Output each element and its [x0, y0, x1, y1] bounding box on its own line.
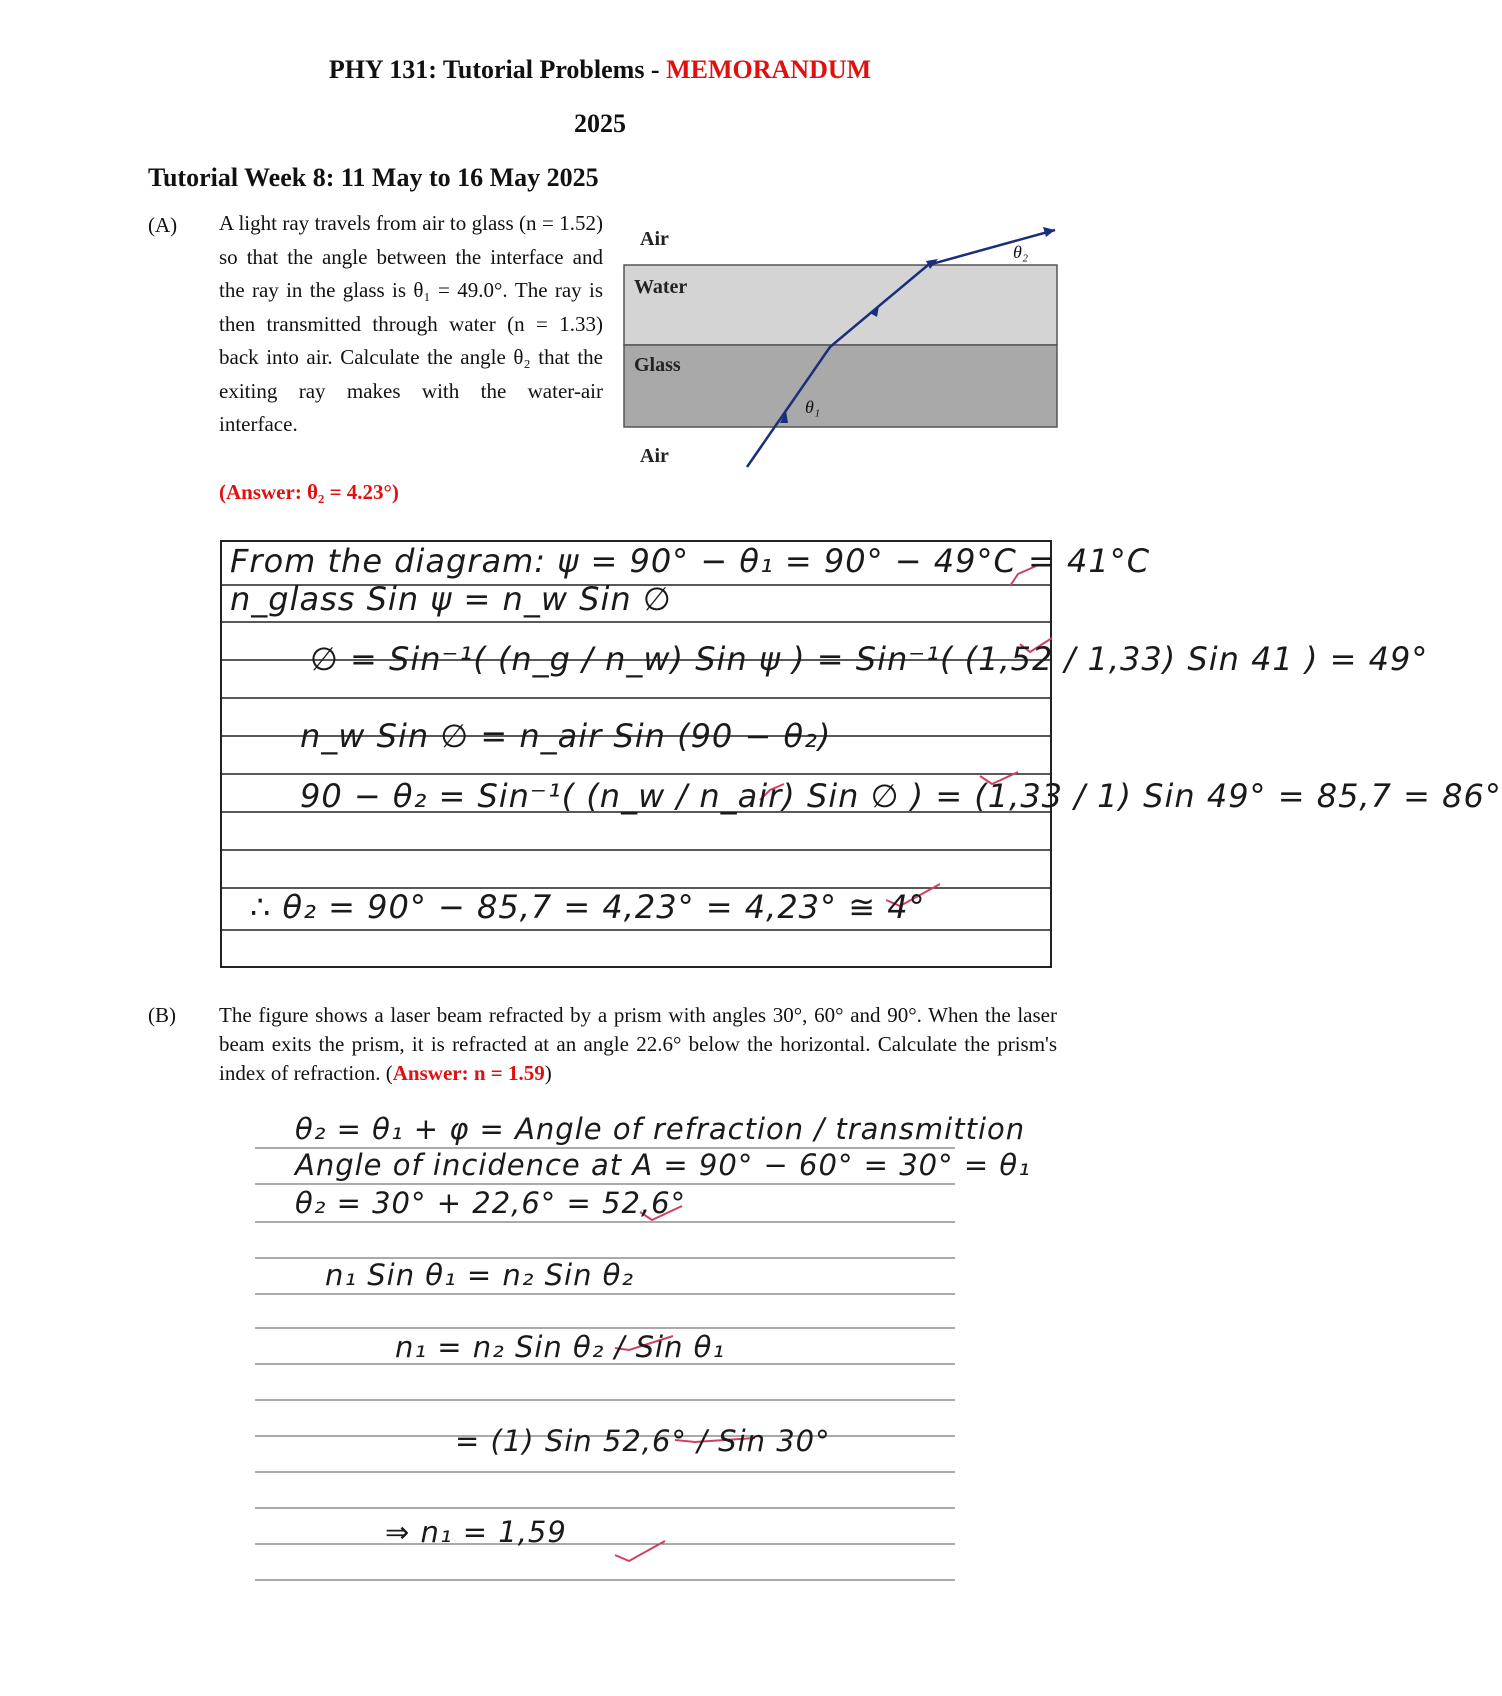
label-air-bottom: Air	[640, 445, 669, 467]
problem-b-solution-sheet	[255, 1110, 1031, 1590]
solution-a-line-3: ∅ = Sin⁻¹( (n_g / n_w) Sin ψ ) = Sin⁻¹( (1,52 / 1,33) Sin 41 ) = 49°	[310, 640, 1429, 678]
theta2-label: θ₂	[1013, 242, 1029, 262]
problem-a-label: (A)	[148, 213, 178, 237]
problem-b-answer: Answer: n = 1.59	[392, 1061, 545, 1085]
document-title	[0, 55, 1200, 85]
label-water: Water	[634, 276, 688, 298]
solution-b-line-7: ⇒ n₁ = 1,59	[385, 1515, 567, 1549]
theta1-label: θ₁	[805, 397, 821, 417]
title-text: PHY 131: Tutorial Problems -	[328, 55, 667, 84]
solution-b-line-1: θ₂ = θ₁ + φ = Angle of refraction / transmittion	[295, 1112, 1026, 1146]
solution-a-line-5: 90 − θ₂ = Sin⁻¹( (n_w / n_air) Sin ∅ ) = (1,33 / 1) Sin 49° = 85,7 = 86°	[300, 777, 1502, 815]
solution-b-line-5: n₁ = n₂ Sin θ₂ / Sin θ₁	[395, 1330, 726, 1364]
label-air-top: Air	[640, 228, 669, 250]
problem-a-solution-sheet	[220, 540, 1502, 968]
tutorial-week-heading: Tutorial Week 8: 11 May to 16 May 2025	[148, 163, 599, 192]
problem-a-answer: (Answer: θ₂ = 4.23°)	[219, 480, 399, 504]
solution-b-line-6: = (1) Sin 52,6° / Sin 30°	[455, 1424, 831, 1458]
glass-layer	[624, 345, 1057, 427]
document-year: 2025	[574, 109, 626, 138]
solution-a-line-4: n_w Sin ∅ = n_air Sin (90 − θ₂)	[300, 717, 832, 755]
problem-b-answer-open: (	[385, 1061, 393, 1085]
solution-a-line-1: From the diagram: ψ = 90° − θ₁ = 90° − 49°C = 41°C	[230, 542, 1151, 580]
solution-b-line-3: θ₂ = 30° + 22,6° = 52,6°	[295, 1186, 687, 1220]
problem-b-answer-close: )	[544, 1061, 552, 1085]
water-layer	[624, 265, 1057, 345]
solution-b-line-4: n₁ Sin θ₁ = n₂ Sin θ₂	[325, 1258, 635, 1292]
label-glass: Glass	[634, 354, 681, 376]
title-highlight: MEMORANDUM	[666, 55, 872, 84]
problem-b-label: (B)	[148, 1003, 176, 1027]
ray-arrow-exit	[1043, 227, 1055, 237]
solution-b-line-2: Angle of incidence at A = 90° − 60° = 30° = θ₁	[295, 1148, 1031, 1182]
solution-a-line-7: ∴ θ₂ = 90° − 85,7 = 4,23° = 4,23° ≅ 4°	[250, 888, 926, 926]
problem-a-text: A light ray travels from air to glass (n = 1.52) so that the angle between the interface and the ray in the glass is θ₁ = 49.0°. The ray is then transmitted through water (n = 1.33) back into air. Calculate the angle θ₂ that the exiting ray makes with the water-air interface.	[219, 211, 603, 436]
problem-b-text	[219, 1001, 1057, 1088]
refraction-diagram	[600, 215, 1075, 475]
problem-b-statement: The figure shows a laser beam refracted by a prism with angles 30°, 60° and 90°. When the laser beam exits the prism, it is refracted at an angle 22.6° below the horizontal. Calculate the prism's index of refraction.	[219, 1003, 1057, 1085]
solution-a-line-2: n_glass Sin ψ = n_w Sin ∅	[230, 580, 672, 618]
